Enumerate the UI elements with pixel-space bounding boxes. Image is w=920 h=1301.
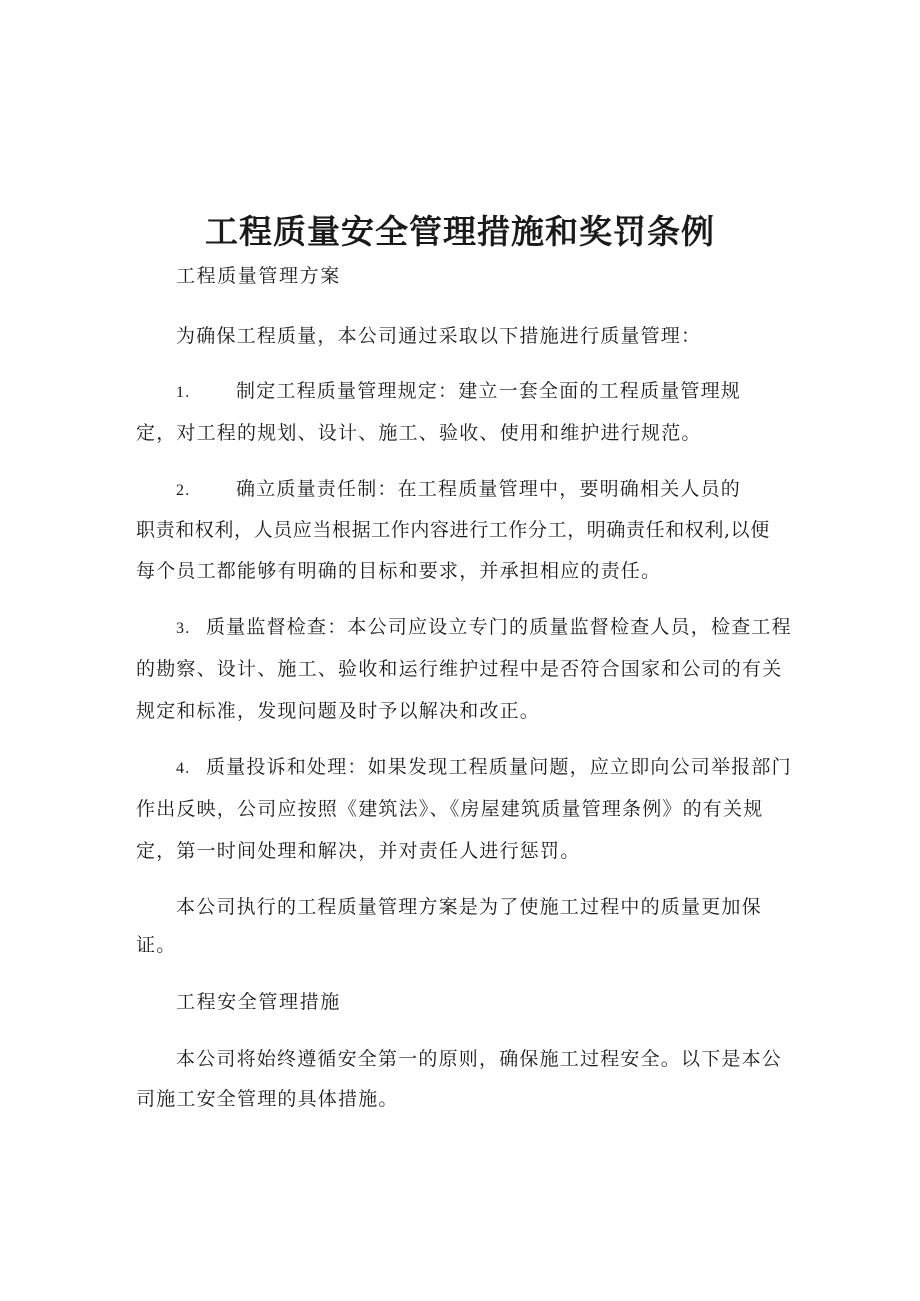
item-1-number: 1. <box>176 384 191 401</box>
item-3-text: 质量监督检查：本公司应设立专门的质量监督检查人员，检查工程 <box>206 616 792 638</box>
item-1-line-2: 定，对工程的规划、设计、施工、验收、使用和维护进行规范。 <box>136 422 702 444</box>
document-title: 工程质量安全管理措施和奖罚条例 <box>205 212 715 251</box>
item-4-line-3: 定，第一时间处理和解决，并对责任人进行惩罚。 <box>136 840 581 862</box>
quality-summary-line-1: 本公司执行的工程质量管理方案是为了使施工过程中的质量更加保 <box>176 896 762 918</box>
item-4-number: 4. <box>176 760 191 777</box>
item-4-first-line <box>176 753 792 783</box>
item-4-line-2: 作出反映，公司应按照《建筑法》、《房屋建筑质量管理条例》的有关规 <box>136 798 764 820</box>
section-heading-safety: 工程安全管理措施 <box>176 991 341 1013</box>
safety-intro-line-2: 司施工安全管理的具体措施。 <box>136 1088 399 1110</box>
item-3-line-2: 的勘察、设计、施工、验收和运行维护过程中是否符合国家和公司的有关 <box>136 658 783 680</box>
item-3-line-3: 规定和标准，发现问题及时予以解决和改正。 <box>136 700 541 722</box>
item-2-line-2: 职责和权利，人员应当根据工作内容进行工作分工，明确责任和权利,以便 <box>136 519 770 541</box>
item-2-first-line <box>176 475 741 505</box>
item-1-first-line <box>176 377 741 407</box>
item-2-line-3: 每个员工都能够有明确的目标和要求，并承担相应的责任。 <box>136 560 662 582</box>
quality-intro: 为确保工程质量，本公司通过采取以下措施进行质量管理： <box>176 325 702 347</box>
section-heading-quality: 工程质量管理方案 <box>176 265 341 287</box>
item-3-first-line <box>176 613 792 643</box>
item-2-text: 确立质量责任制：在工程质量管理中，要明确相关人员的 <box>236 478 742 500</box>
safety-intro-line-1: 本公司将始终遵循安全第一的原则，确保施工过程安全。以下是本公 <box>176 1048 783 1070</box>
quality-summary-line-2: 证。 <box>136 934 177 956</box>
item-1-text: 制定工程质量管理规定：建立一套全面的工程质量管理规 <box>236 380 742 402</box>
item-2-number: 2. <box>176 482 191 499</box>
item-3-number: 3. <box>176 620 191 637</box>
item-4-text: 质量投诉和处理：如果发现工程质量问题，应立即向公司举报部门 <box>206 756 792 778</box>
